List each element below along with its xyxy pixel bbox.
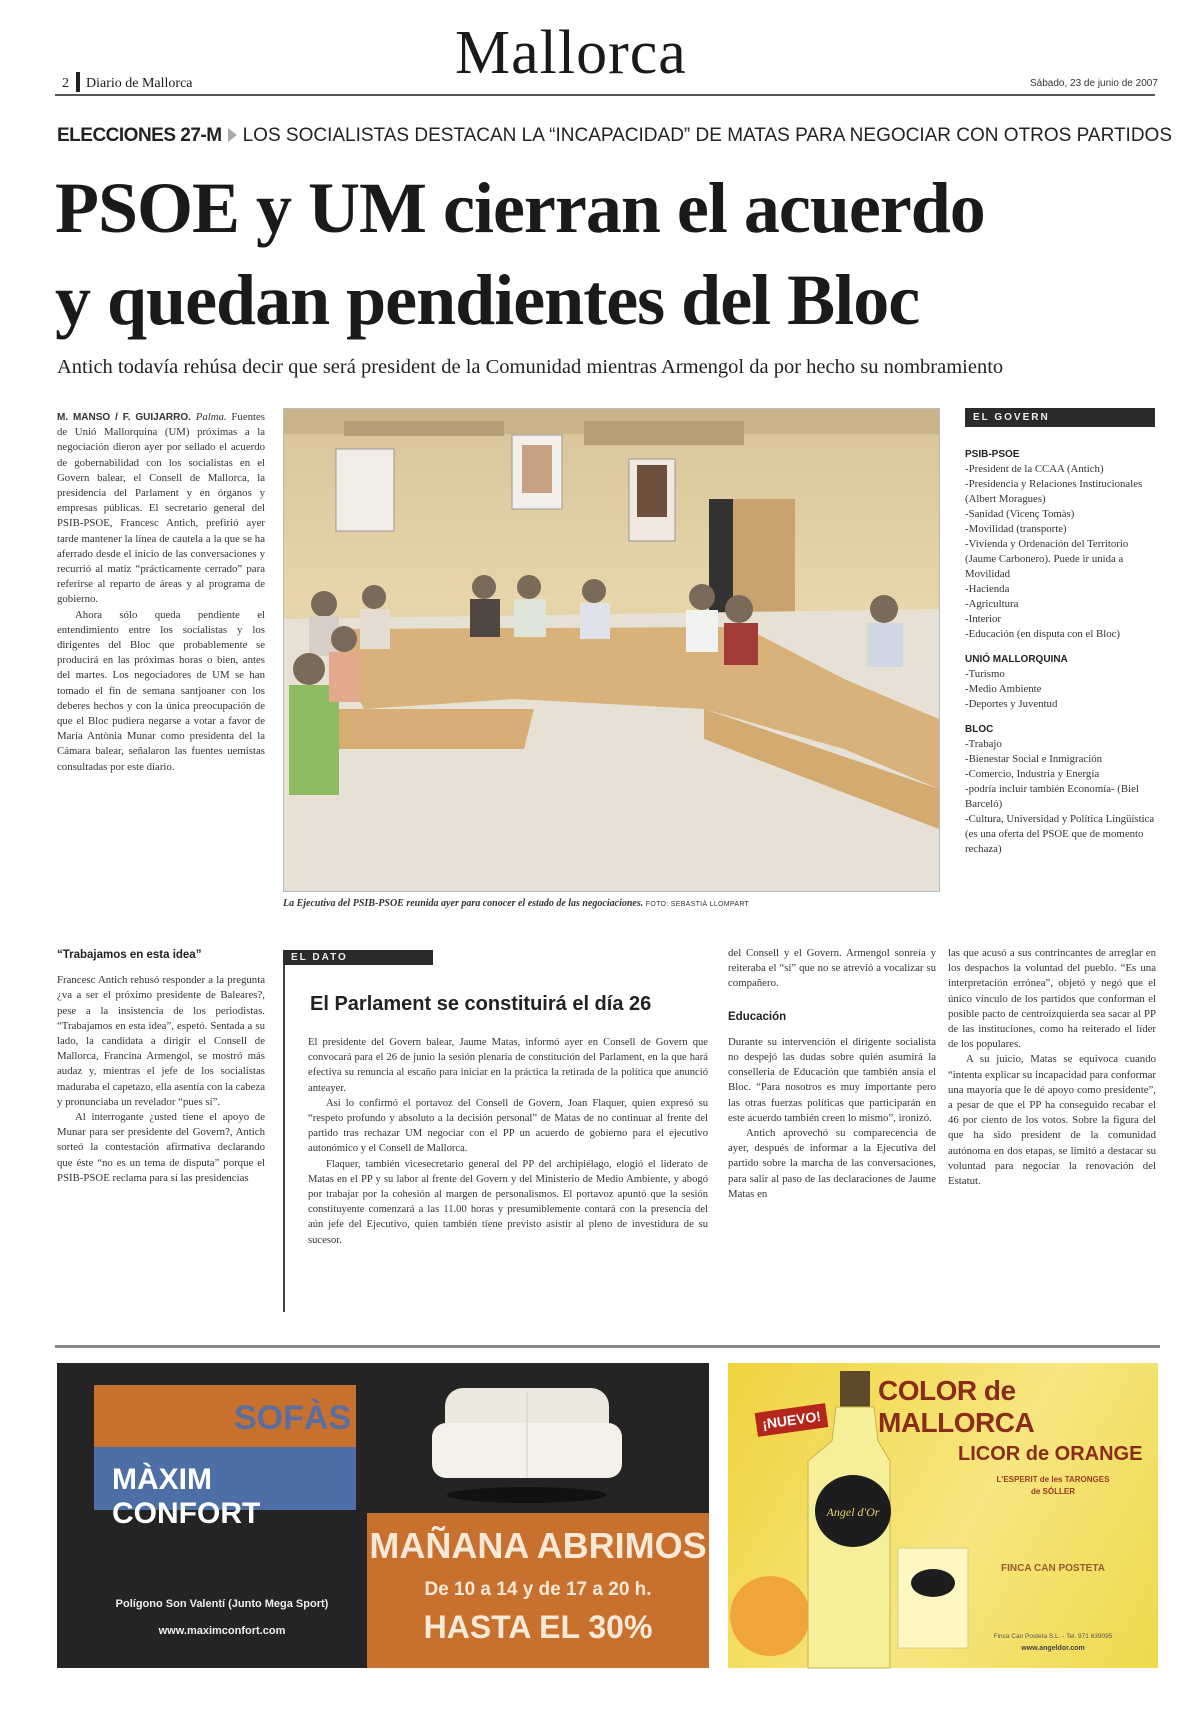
deck: Antich todavía rehúsa decir que será president de la Comunidad mientras Armengol da por hecho su nombramiento — [57, 356, 1004, 378]
tagline-1: L'ESPERIT de les TARONGES — [996, 1475, 1110, 1484]
dato-paragraph: El presidente del Govern balear, Jaume Matas, informó ayer en Consell de Govern que convocará para el 26 de junio la sesión plenaria de constitución del Parlament, en la que hará efectiva su renuncia al escaño para iniciar en la práctica la retirada de la política que anunció anteayer. — [308, 1037, 708, 1094]
sofa-image — [427, 1383, 627, 1503]
dato-tag: EL DATO — [283, 950, 433, 965]
list-item: -Trabajo — [965, 738, 1002, 750]
caption-text: La Ejecutiva del PSIB-PSOE reunida ayer para conocer el estado de las negociaciones. — [283, 898, 644, 909]
list-item: -Comercio, Industria y Energía — [965, 768, 1100, 780]
ad-title: COLOR de MALLORCA — [878, 1375, 1035, 1438]
article-paragraph — [57, 410, 265, 608]
dato-body — [308, 1035, 708, 1248]
list-item: -Medio Ambiente — [965, 683, 1042, 695]
article-paragraph: Ahora sólo queda pendiente el entendimiento entre los socialistas y los dirigentes del Bloc que probablemente se producirá en las próximas horas o bien, antes del martes. Los negociadores de UM se han tomado el fin de semana santjoaner con los deberes hechos y con la única preocupación de que el Bloc pudiera negarse a votar a favor de Maria Antònia Munar como presidenta del la Cámara balear, señalaron las fuentes uemistas consultadas por este diario. — [57, 608, 265, 773]
list-item: -President de la CCAA (Antich) — [965, 463, 1104, 475]
poster-portrait — [637, 465, 667, 517]
news-photo — [283, 408, 940, 892]
tagline-2: de SÓLLER — [1030, 1487, 1075, 1496]
contact-info: Finca Can Posteta S.L. - Tel. 971 639095 — [993, 1633, 1113, 1640]
headline — [55, 162, 1165, 346]
party-heading: BLOC — [965, 724, 994, 735]
window — [344, 421, 504, 436]
list-item: -Bienestar Social e Inmigración — [965, 753, 1103, 765]
list-item: -Agricultura — [965, 598, 1019, 610]
bottle-image — [728, 1371, 888, 1668]
subheading: “Trabajamos en esta idea” — [57, 949, 202, 961]
logo-top-text: SOFÀS — [234, 1399, 352, 1437]
masthead-divider — [76, 72, 80, 92]
kicker — [57, 125, 1172, 147]
article-paragraph: Al interrogante ¿usted tiene el apoyo de Munar para ser presidente del Govern?, Antich sorteó la contestación afirmativa declarando que éste “no es un tema de disputa” porque el PSIB-PSOE reclama para sí las presidencias — [57, 1111, 265, 1184]
ad-address: Polígono Son Valentí (Junto Mega Sport) — [115, 1598, 329, 1610]
subheading: Educación — [728, 1010, 787, 1023]
article-paragraph: del Consell y el Govern. Armengol sonreía y reiteraba el “sí” que no se atrevió a vocalizar su compañero. — [728, 947, 936, 990]
kicker-label: ELECCIONES 27-M — [57, 125, 222, 146]
article-column-4 — [948, 946, 1156, 1189]
article-column-1b — [57, 948, 265, 1186]
paragraph-text: Fuentes de Unió Mallorquina (UM) próximas a la negociación dieron ayer por sellado el acuerdo de gobernabilidad con los socialistas en el Govern balear, el Consell de Mallorca, la presidencia del Parlament y en órganos y empresas públicas. El secretario general del PSIB-PSOE, Francesc Antich, prefirió ayer tarde mantener la línea de cautela a la que se ha aferrado desde el inicio de las conversaciones y recurrió al matiz “prácticamente cerrado” para referirse al reparto de áreas y al programa de gobierno. — [57, 411, 266, 606]
byline: M. MANSO / F. GUIJARRO. — [57, 412, 191, 423]
headline-line-2: y quedan pendientes del Bloc — [55, 260, 920, 340]
logo-bottom-text: MÀXIM CONFORT — [112, 1463, 261, 1530]
kicker-text: LOS SOCIALISTAS DESTACAN LA “INCAPACIDAD” DE MATAS PARA NEGOCIAR CON OTROS PARTIDOS — [242, 125, 1173, 146]
ad-website[interactable]: www.angeldor.com — [1021, 1645, 1085, 1652]
photo-credit: FOTO: SEBASTIÀ LLOMPART — [645, 901, 750, 908]
dato-paragraph: Así lo confirmó el portavoz del Consell de Govern, Joan Flaquer, quien expresó su “respeto profundo y absoluto a la decisión personal” de Matas de no continuar al frente del partido tras rechazar UM negociar con el PP un acuerdo de gobierno para el ejecutivo autonómico y el Consell de Mallorca. — [308, 1097, 708, 1155]
triangle-icon — [228, 128, 237, 142]
ad-maxim-confort[interactable] — [57, 1363, 709, 1668]
table-left — [314, 709, 534, 749]
list-item: -Cultura, Universidad y Política Lingüística (es una oferta del PSOE que de momento rechaza) — [965, 813, 1155, 855]
poster-portrait — [522, 445, 552, 493]
list-item: -Turismo — [965, 668, 1005, 680]
party-heading: PSIB-PSOE — [965, 449, 1020, 460]
ad-logo — [94, 1385, 356, 1530]
product-name: LICOR de ORANGE — [958, 1443, 1143, 1465]
list-item: -Interior — [965, 613, 1001, 625]
ads-divider — [55, 1345, 1160, 1348]
list-item: -Sanidad (Vicenç Tomàs) — [965, 508, 1075, 520]
promo-offer: HASTA EL 30% — [423, 1609, 653, 1645]
issue-date: Sábado, 23 de junio de 2007 — [1030, 78, 1158, 89]
list-item: -Movilidad (transporte) — [965, 523, 1067, 535]
promo-headline: MAÑANA ABRIMOS — [369, 1525, 707, 1566]
promo-hours: De 10 a 14 y de 17 a 20 h. — [424, 1579, 652, 1600]
ad-licor-orange[interactable] — [728, 1363, 1158, 1668]
page-number: 2 — [62, 76, 69, 91]
window — [584, 421, 744, 445]
list-item: -Vivienda y Ordenación del Territorio (Jaume Carbonero). Puede ir unida a Movilidad — [965, 538, 1129, 580]
party-heading: UNIÓ MALLORQUINA — [965, 654, 1068, 665]
article-column-1 — [57, 410, 265, 775]
sidebar-el-govern — [965, 408, 1155, 857]
article-column-3 — [728, 946, 936, 1202]
promo-box — [367, 1513, 709, 1668]
poster — [336, 449, 394, 531]
list-item: -Hacienda — [965, 583, 1010, 595]
photo-caption — [283, 898, 943, 909]
article-paragraph: las que acusó a sus contrincantes de arreglar en los despachos la voluntad del pueblo. “Es una interpretación errónea”, objetó y negó que el único vínculo de los partidos que conforman el posible pacto de centroizquierda sea sacar al PP de las instituciones, como ha reiterado el líder de los populares. — [948, 947, 1156, 1051]
dato-paragraph: Flaquer, también vicesecretario general del PP del archipiélago, elogió el liderato de Matas en el PP y su labor al frente del Govern y del Ministerio de Medio Ambiente, y abogó por trabajar por la cohesión al margen de personalismos. El portavoz apuntó que la sesión constituyente comenzará a las 11.00 horas y presumiblemente contará con la presencia del aún jefe del Ejecutivo, quien también tiene previsto asistir al pleno de investidura de su sucesor. — [308, 1158, 708, 1246]
article-paragraph: A su juicio, Matas se equivoca cuando “intenta explicar su incapacidad para conformar una mayoría que le dé apoyo como presidente”, a pesar de que el PP ha conseguido recabar el 46 por ciento de los votos. Sobre la figura del que ha sido president de la comunidad autónoma en dos etapas, se limitó a destacar su voluntad para negociar la renovación del Estatut. — [948, 1053, 1156, 1188]
list-item: -Deportes y Juventud — [965, 698, 1058, 710]
headline-line-1: PSOE y UM cierran el acuerdo — [55, 168, 985, 248]
list-item: -podría incluir también Economía- (Biel Barceló) — [965, 783, 1139, 810]
sidebar-tag: EL GOVERN — [965, 408, 1155, 427]
masthead-rule — [55, 94, 1155, 96]
paper-name: Diario de Mallorca — [86, 76, 193, 91]
glass-image — [893, 1543, 973, 1653]
dato-title: El Parlament se constituirá el día 26 — [310, 993, 652, 1015]
bottle-label: Angel d'Or — [826, 1505, 880, 1519]
brand-name: FINCA CAN POSTETA — [1001, 1563, 1105, 1574]
dateline: Palma. — [195, 411, 227, 423]
list-item: -Educación (en disputa con el Bloc) — [965, 628, 1120, 640]
list-item: -Presidencia y Relaciones Institucionales (Albert Moragues) — [965, 478, 1143, 505]
new-badge: ¡NUEVO! — [755, 1403, 829, 1437]
article-paragraph: Antich aprovechó su comparecencia de ayer, después de informar a la Ejecutiva del partido sobre la marcha de las conversaciones, para salir al paso de las declaraciones de Jaume Matas en — [728, 1127, 936, 1200]
ad-website[interactable]: www.maximconfort.com — [158, 1625, 286, 1637]
section-title: Mallorca — [455, 19, 687, 87]
meeting-photo-illustration — [284, 409, 939, 891]
article-paragraph: Durante su intervención el dirigente socialista no despejó las dudas sobre quién asumirá la conselleria de Educación que también ansía el Bloc. “Para nosotros es muy importante pero las otras fuerzas políticas que participarán en este acuerdo también creen lo mismo”, ironizó. — [728, 1035, 936, 1124]
article-paragraph: Francesc Antich rehusó responder a la pregunta ¿va a ser el próximo presidente de Baleares?, pese a la insistencia de los periodistas. “Trabajamos en esta idea”, espetó. Sentada a su lado, la candidata a dirigir el Consell de Mallorca, Francina Armengol, se mostró más audaz y, mientras el jefe de los socialistas maduraba el capetazo, ella asentía con la cabeza y pronunciaba un revelador “pues sí”. — [57, 974, 266, 1108]
